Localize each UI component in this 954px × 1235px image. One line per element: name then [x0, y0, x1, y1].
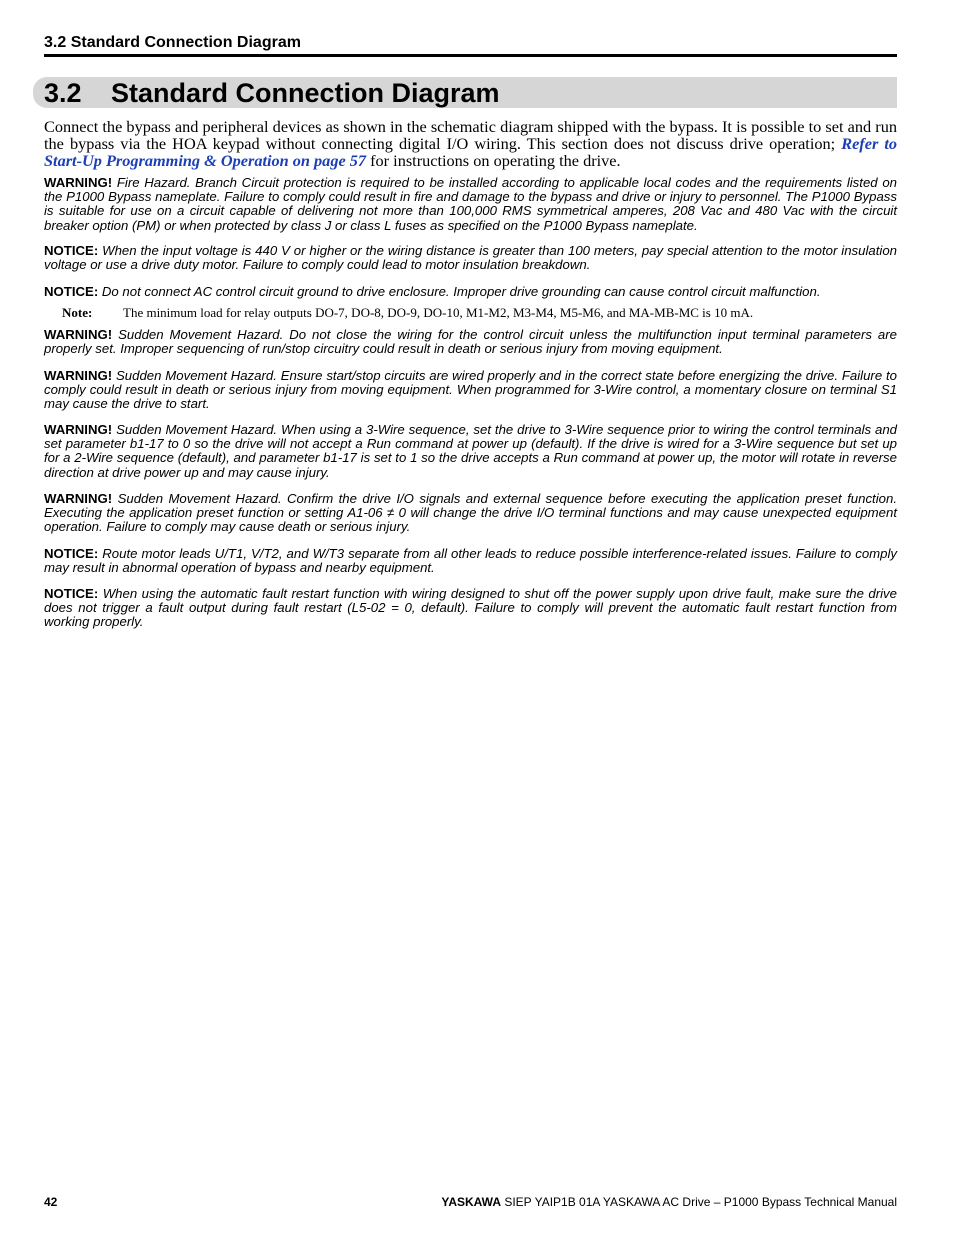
notice-insulation	[44, 244, 897, 272]
warning-label: WARNING!	[44, 368, 113, 383]
notice-text: Route motor leads U/T1, V/T2, and W/T3 separate from all other leads to reduce possible interference-related issues. Failure to comply may result in abnormal operation of bypass and nearby equipment.	[44, 546, 898, 576]
cross-reference-link[interactable]: Refer to Start-Up Programming & Operation on page 57	[44, 134, 898, 170]
warning-text: Sudden Movement Hazard. Do not close the wiring for the control circuit unless the multifunction input terminal parameters are properly set. Improper sequencing of run/stop circuitry could result in death or serious injury from moving equipment.	[44, 327, 897, 357]
note-text: The minimum load for relay outputs DO-7, DO-8, DO-9, DO-10, M1-M2, M3-M4, M5-M6, and MA-MB-MC is 10 mA.	[123, 305, 754, 320]
page-number: 42	[44, 1195, 58, 1209]
running-header: 3.2 Standard Connection Diagram	[44, 34, 897, 57]
notice-text: Do not connect AC control circuit ground to drive enclosure. Improper drive grounding can cause control circuit malfunction.	[101, 284, 821, 299]
warning-start-stop	[44, 369, 897, 412]
intro-text: Connect the bypass and peripheral devices as shown in the schematic diagram shipped with the bypass. It is possible to set and run the bypass via the HOA keypad without connecting digital I/O wiring. This section does not discuss drive operation;	[44, 117, 897, 153]
warning-label: WARNING!	[44, 491, 113, 506]
warning-text: Fire Hazard. Branch Circuit protection is required to be installed according to applicable local codes and the requirements listed on the P1000 Bypass nameplate. Failure to comply could result in fire and damage to the bypass and drive or injury to personnel. The P1000 Bypass is suitable for use on a circuit capable of delivering not more than 100,000 RMS symmetrical amperes, 208 Vac and 480 Vac with the circuit breaker option (PM) or when protected by class J or class L fuses as specified on the P1000 Bypass nameplate.	[44, 175, 897, 233]
notice-fault-restart	[44, 587, 897, 630]
warning-control-wiring	[44, 328, 897, 356]
footer-doc-title	[441, 1195, 897, 1209]
footer-title-text: SIEP YAIP1B 01A YASKAWA AC Drive – P1000 Bypass Technical Manual	[501, 1195, 897, 1209]
notice-grounding	[44, 285, 897, 299]
warning-label: WARNING!	[44, 422, 113, 437]
notice-label: NOTICE:	[44, 586, 99, 601]
section-number: 3.2	[44, 78, 82, 108]
warning-fire-hazard	[44, 176, 897, 233]
warning-text: Sudden Movement Hazard. Confirm the drive I/O signals and external sequence before executing the application preset function. Executing the application preset function or setting A1-06 ≠ 0 will change the drive I/O terminal functions and may cause unexpected equipment operation. Failure to comply may cause death or serious injury.	[44, 491, 897, 535]
intro-paragraph	[44, 118, 897, 169]
warning-label: WARNING!	[44, 175, 113, 190]
notice-label: NOTICE:	[44, 243, 99, 258]
notice-text: When the input voltage is 440 V or higher or the wiring distance is greater than 100 meters, pay special attention to the motor insulation voltage or use a drive duty motor. Failure to comply could lead to motor insulation breakdown.	[44, 243, 897, 273]
section-heading-bar	[33, 77, 897, 108]
section-title	[44, 78, 500, 108]
manual-page	[44, 0, 897, 1235]
note-label: Note:	[62, 305, 93, 320]
warning-text: Sudden Movement Hazard. Ensure start/stop circuits are wired properly and in the correct state before energizing the drive. Failure to comply could result in death or serious injury from moving equipment. When programmed for 3-Wire control, a momentary closure on terminal S1 may cause the drive to start.	[44, 368, 897, 412]
notice-label: NOTICE:	[44, 546, 99, 561]
warning-label: WARNING!	[44, 327, 113, 342]
section-title-text: Standard Connection Diagram	[111, 78, 500, 108]
notice-motor-leads	[44, 547, 897, 575]
intro-text-end: for instructions on operating the drive.	[366, 151, 621, 170]
notice-label: NOTICE:	[44, 284, 99, 299]
notice-text: When using the automatic fault restart function with wiring designed to shut off the power supply upon drive fault, make sure the drive does not trigger a fault output during fault restart (L5-02 = 0, default). Failure to comply will prevent the automatic fault restart function from working properly.	[44, 586, 897, 630]
warning-text: Sudden Movement Hazard. When using a 3-Wire sequence, set the drive to 3-Wire sequence prior to wiring the control terminals and set parameter b1-17 to 0 so the drive will not accept a Run command at power up (default). If the drive is wired for a 3-Wire sequence but set up for a 2-Wire sequence (default), and parameter b1-17 is set to 1 so the drive accepts a Run command at power up, the motor will rotate in reverse direction at drive power up and may cause injury.	[44, 422, 898, 480]
footer-brand: YASKAWA	[441, 1195, 501, 1209]
note-relay-load	[62, 306, 897, 320]
warning-application-preset	[44, 492, 897, 535]
warning-3-wire	[44, 423, 897, 480]
